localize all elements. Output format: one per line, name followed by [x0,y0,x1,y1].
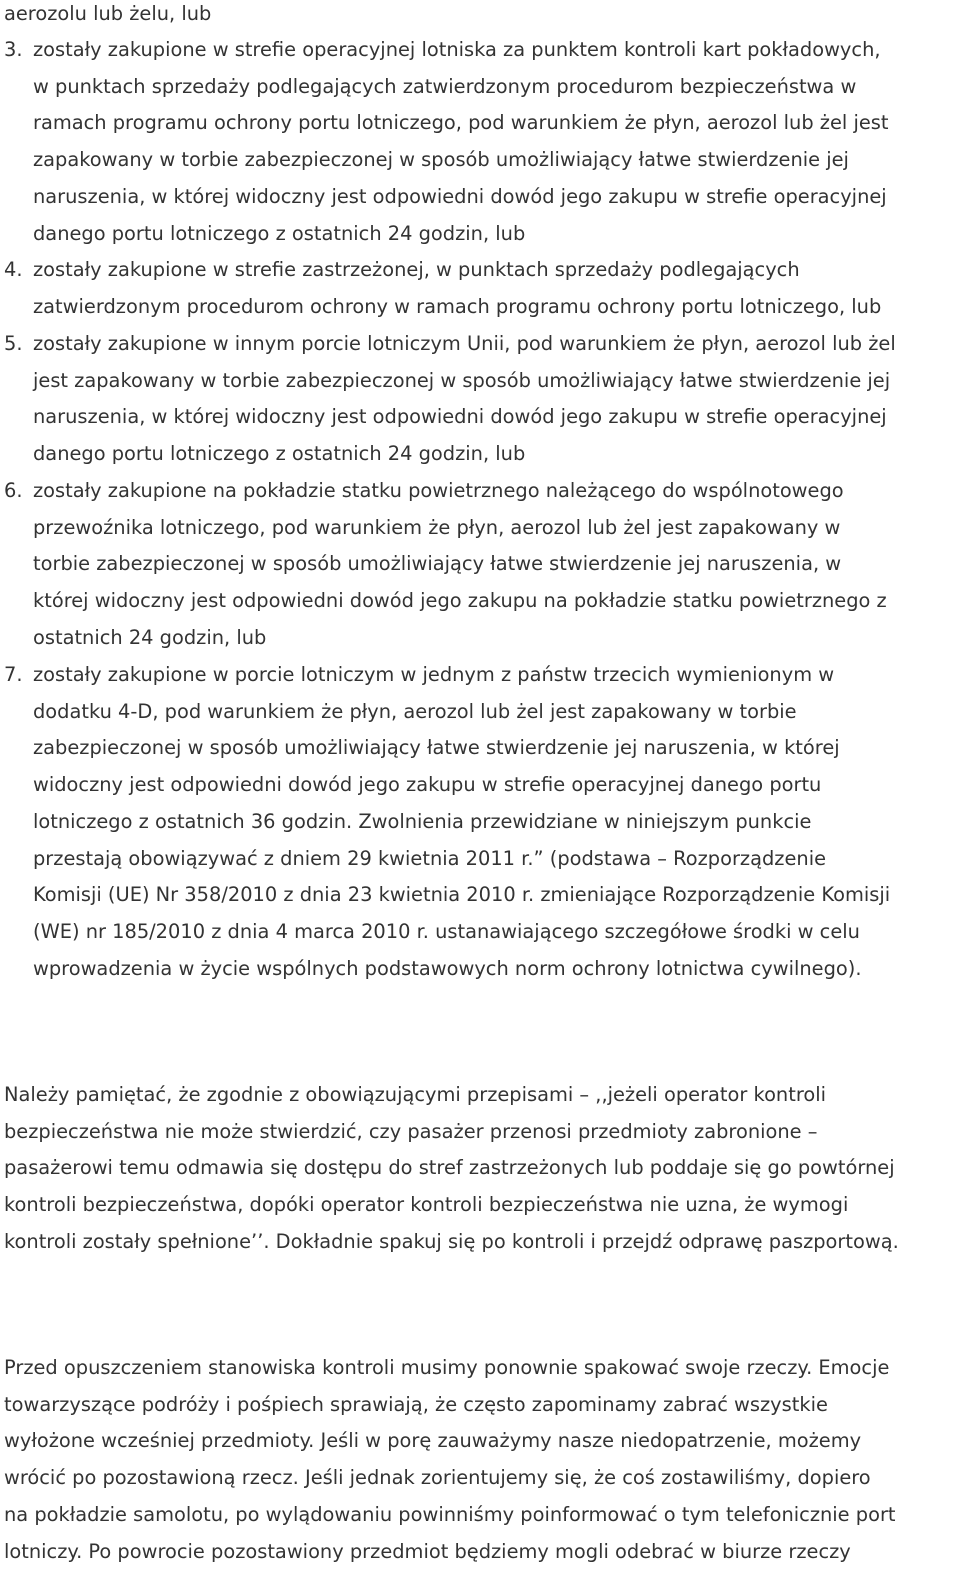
paragraph-repacking: Przed opuszczeniem stanowiska kontroli musimy ponownie spakować swoje rzeczy. Emocje towarzyszące podróży i pośpiech sprawiają, że często zapominamy zabrać wszystkie wyłożone wcześniej przedmioty. Jeśli w porę zauważymy nasze niedopatrzenie, możemy wrócić po pozostawioną rzecz. Jeśli jednak zorientujemy się, że coś zostawiliśmy, dopiero na pokładzie samolotu, po wylądowaniu powinniśmy poinformować o tym telefonicznie port lotniczy. Po powrocie pozostawiony przedmiot będziemy mogli odebrać w biurze rzeczy [4,1356,896,1563]
list-item-3 [4,32,956,252]
list-item-text: zostały zakupione w porcie lotniczym w jednym z państw trzecich wymienionym w dodatku 4-D, pod warunkiem że płyn, aerozol lub żel jest zapakowany w torbie zabezpieczonej w sposób umożliwiający łatwe stwierdzenie jej naruszenia, w której widoczny jest odpowiedni dowód jego zakupu w strefie operacyjnej danego portu lotniczego z ostatnich 36 godzin. Zwolnienia przewidziane w niniejszym punkcie przestają obowiązywać z dniem 29 kwietnia 2011 r.” (podstawa – Rozporządzenie Komisji (UE) Nr 358/2010 z dnia 23 kwietnia 2010 r. zmieniające Rozporządzenie Komisji (WE) nr 185/2010 z dnia 4 marca 2010 r. ustanawiającego szczegółowe środki w celu wprowadzenia w życie wspólnych podstawowych norm ochrony lotnictwa cywilnego). [33,663,891,980]
list-number: 5. [4,332,23,355]
list-item-text: zostały zakupione w strefie operacyjnej lotniska za punktem kontroli kart pokładowych, w punktach sprzedaży podlegających zatwierdzonym procedurom bezpieczeństwa w ramach programu ochrony portu lotniczego, pod warunkiem że płyn, aerozol lub żel jest zapakowany w torbie zabezpieczonej w sposób umożliwiający łatwe stwierdzenie jej naruszenia, w której widoczny jest odpowiedni dowód jego zakupu w strefie operacyjnej danego portu lotniczego z ostatnich 24 godzin, lub [33,38,889,245]
list-number: 7. [4,663,23,686]
list-item-5 [4,326,956,473]
list-number: 4. [4,258,23,281]
list-item-text: zostały zakupione w strefie zastrzeżonej, w punktach sprzedaży podlegających zatwierdzonym procedurom ochrony w ramach programu ochrony portu lotniczego, lub [33,258,882,318]
paragraph-security-rules: Należy pamiętać, że zgodnie z obowiązującymi przepisami – ,,jeżeli operator kontroli bezpieczeństwa nie może stwierdzić, czy pasażer przenosi przedmioty zabronione – pasażerowi temu odmawia się dostępu do stref zastrzeżonych lub poddaje się go powtórnej kontroli bezpieczeństwa, dopóki operator kontroli bezpieczeństwa nie uzna, że wymogi kontroli zostały spełnione’’. Dokładnie spakuj się po kontroli i przejdź odprawę paszportową. [4,1083,899,1253]
lead-line: aerozolu lub żelu, lub [4,2,212,25]
list-item-4 [4,252,956,325]
list-number: 3. [4,38,23,61]
list-item-text: zostały zakupione na pokładzie statku powietrznego należącego do wspólnotowego przewoźnika lotniczego, pod warunkiem że płyn, aerozol lub żel jest zapakowany w torbie zabezpieczonej w sposób umożliwiający łatwe stwierdzenie jej naruszenia, w której widoczny jest odpowiedni dowód jego zakupu na pokładzie statku powietrznego z ostatnich 24 godzin, lub [33,479,887,649]
list-item-7 [4,657,956,987]
list-number: 6. [4,479,23,502]
list-item-6 [4,473,956,657]
list-item-text: zostały zakupione w innym porcie lotniczym Unii, pod warunkiem że płyn, aerozol lub żel jest zapakowany w torbie zabezpieczonej w sposób umożliwiający łatwe stwierdzenie jej naruszenia, w której widoczny jest odpowiedni dowód jego zakupu w strefie operacyjnej danego portu lotniczego z ostatnich 24 godzin, lub [33,332,896,466]
